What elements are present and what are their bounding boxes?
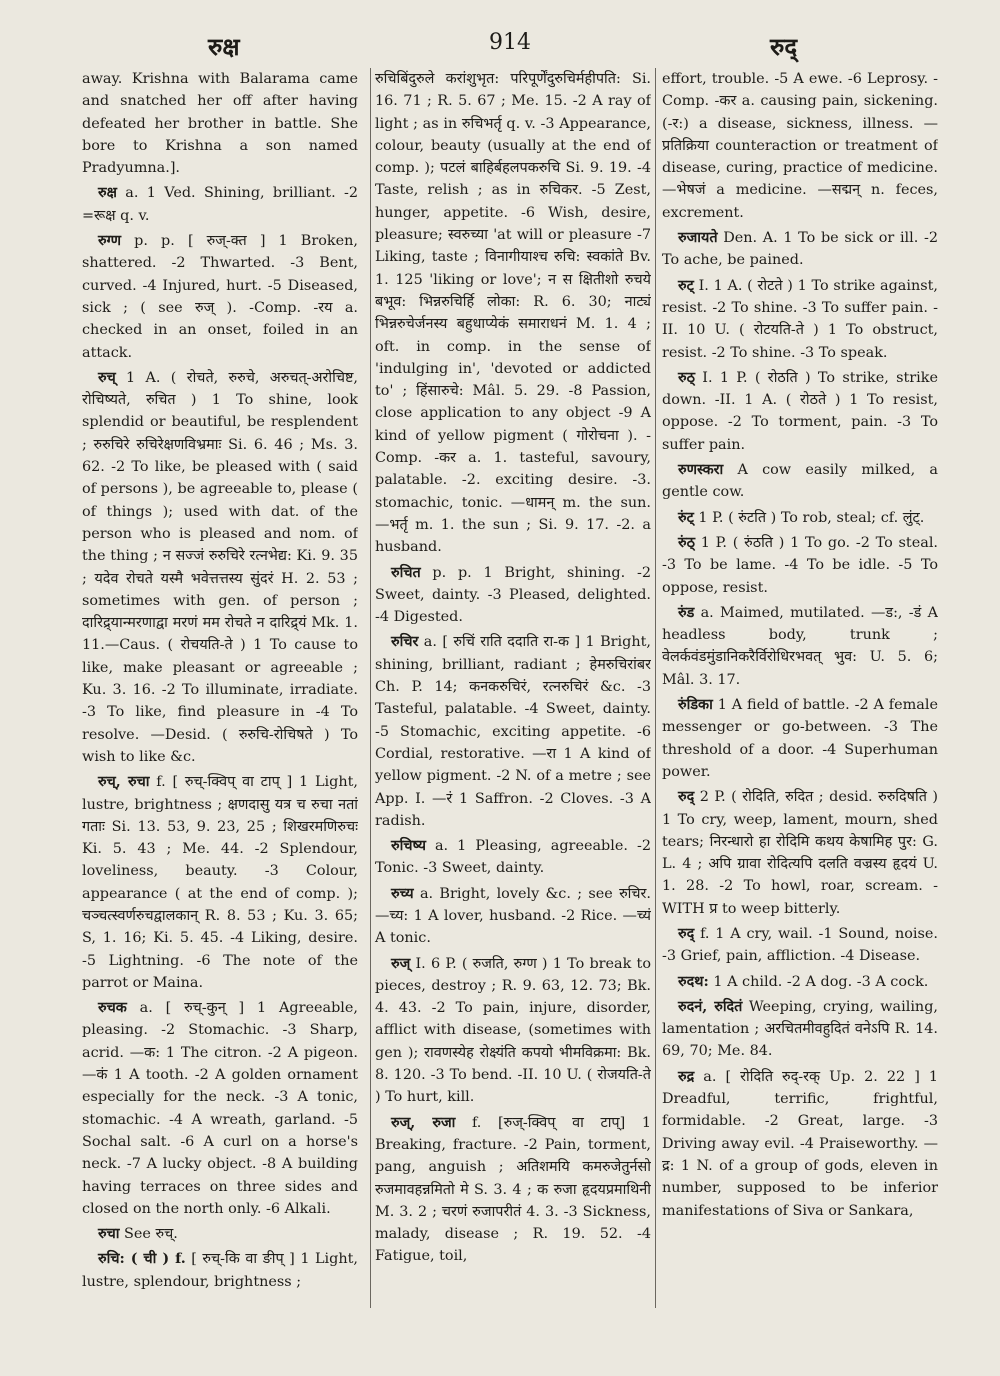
dictionary-entry bbox=[662, 532, 938, 599]
dictionary-entry bbox=[662, 275, 938, 364]
dictionary-entry bbox=[82, 771, 358, 994]
left-guide-word: रुक्ष bbox=[208, 32, 240, 61]
entry-text: a. Bright, lovely &c. ; see रुचिर. —च्य: 1 A lover, husband. -2 Rice. —च्यं A tonic. bbox=[375, 885, 651, 947]
dictionary-entry bbox=[375, 562, 651, 629]
entry-text: 1 P. ( रुंठति ) 1 To go. -2 To steal. -3 To be lame. -4 To be idle. -5 To oppose, resist. bbox=[662, 534, 938, 596]
dictionary-entry bbox=[82, 1223, 358, 1245]
dictionary-entry bbox=[375, 68, 651, 559]
entry-text: 1 A child. -2 A dog. -3 A cock. bbox=[708, 973, 929, 990]
entry-text: 1 P. ( रुंटति ) To rob, steal; cf. लुंट्. bbox=[693, 509, 925, 526]
dictionary-entry bbox=[82, 367, 358, 768]
entry-text: f. 1 A cry, wail. -1 Sound, noise. -3 Grief, pain, affliction. -4 Disease. bbox=[662, 925, 938, 965]
dictionary-entry bbox=[82, 997, 358, 1220]
entry-headword: रुच्य bbox=[391, 884, 414, 902]
entry-text: p. p. [ रुज्-क्त ] 1 Broken, shattered. -2 Thwarted. -3 Bent, curved. -4 Injured, hurt. -5 Diseased, sick ; ( see रुज् ). -Comp. -रय a. checked in an onset, foiled in an attack. bbox=[82, 233, 358, 361]
page-number: 914 bbox=[489, 30, 531, 55]
dictionary-entry bbox=[662, 694, 938, 783]
entry-text: 1 A. ( रोचते, रुरुचे, अरुचत्-अरोचिष्ट, रोचिष्यते, रुचित ) 1 To shine, look splendid or beautiful, be resplendent ; रुरुचिरे रुचिरेक्षणविभ्रमाः Si. 6. 46 ; Ms. 3. 62. -2 To like, be pleased with ( said of persons ), be agreeable to, please ( of things ); used with dat. of the person who is pleased and nom. of the thing ; न सज्जं रुरुचिरे रत्नभेद्य: Ki. 9. 35 ; यदेव रोचते यस्मै भवेत्तत्तस्य सुंदरं H. 2. 53 ; sometimes with gen. of person ; दारिद्र्यान्मरणाद्वा मरणं मम रोचते न दारिद्र्यं Mk. 1. 11.—Caus. ( रोचयति-ते ) 1 To cause to like, make pleasant or agreeable ; Ku. 3. 16. -2 To illuminate, irradiate. -3 To like, find pleasure in -4 To resolve. —Desid. ( रुरुचि-रोचिषते ) To wish to like &c. bbox=[82, 369, 358, 765]
column-middle bbox=[370, 68, 651, 1308]
entry-text: a. 1 Pleasing, agreeable. -2 Tonic. -3 Sweet, dainty. bbox=[375, 838, 651, 877]
entry-headword: रुक्ष bbox=[98, 184, 117, 202]
right-guide-word: रुद् bbox=[770, 32, 798, 61]
dictionary-entry bbox=[662, 507, 938, 529]
entry-text: a. [ रुचिं राति ददाति रा-क ] 1 Bright, shining, brilliant, radiant ; हेमरुचिरांबर Ch. P. 14; कनकरुचिरं, रत्नरुचिरं &c. -3 Tasteful, palatable. -4 Sweet, dainty. -5 Stomachic, exciting appetite. -6 Cordial, restorative. —रा 1 A kind of yellow pigment. -2 N. of a metre ; see App. I. —रं 1 Saffron. -2 Cloves. -3 A radish. bbox=[375, 634, 651, 829]
entry-headword: रुचा bbox=[98, 1225, 120, 1243]
dictionary-entry bbox=[375, 953, 651, 1109]
entry-headword: रुचि: ( ची ) f. bbox=[98, 1250, 186, 1268]
entry-text: effort, trouble. -5 A ewe. -6 Leprosy. -Comp. -कर a. causing pain, sickening. (-र:) a disease, sickness, illness. —प्रतिक्रिया counteraction or treatment of disease, curing, practice of medicine. —भेषजं a medicine. —सद्मन् n. feces, excrement. bbox=[662, 71, 938, 221]
entry-headword: रुचित bbox=[391, 563, 421, 581]
dictionary-entry bbox=[662, 227, 938, 272]
dictionary-entry bbox=[662, 602, 938, 691]
entry-headword: रुंठ् bbox=[678, 533, 695, 551]
page-header bbox=[70, 30, 950, 66]
entry-text: रुचिबिंदुरुले करांशुभृत: परिपूर्णेंदुरुचिर्महीपति: Si. 16. 71 ; R. 5. 67 ; Me. 15. -2 A ray of light ; as in रुचिभर्तृ q. v. -3 Appearance, colour, beauty (usually at the end of comp. ); पटलं बाहिर्बहलपकरुचि Si. 9. 19. -4 Taste, relish ; as in रुचिकर. -5 Zest, hunger, appetite. -6 Wish, desire, pleasure; स्वरुच्या 'at will or pleasure -7 Liking, taste ; विनागीयाश्च रुचि: स्वकांते Bv. 1. 125 'liking or love'; न स क्षितीशो रुचये बभूव: भिन्नरुचिर्हि लोका: R. 6. 30; नाट्यं भिन्नरुचेर्जनस्य बहुधाप्येकं समाराधनं M. 1. 4 ; oft. in comp. in the sense of 'indulging in', 'devoted or addicted to' ; हिंसारुचे: Mâl. 5. 29. -8 Passion, close application to any object -9 A kind of yellow pigment ( गोरोचना ). -Comp. -कर a. 1. tasteful, savoury, palatable. -2. exciting desire. -3. stomachic, tonic. —धामन् m. the sun. —भर्तृ m. 1. the sun ; Si. 9. 17. -2. a husband. bbox=[375, 71, 651, 556]
entry-headword: रुट् bbox=[678, 276, 694, 294]
entry-headword: रुंट् bbox=[678, 508, 694, 526]
entry-text: 2 P. ( रोदिति, रुदित ; desid. रुरुदिषति ) 1 To cry, weep, lament, mourn, shed tears; निरन्धारो हा रोदिमि कथय केषामिह पुर: G. L. 4 ; अपि ग्रावा रोदित्यपि दलति वज्रस्य हृदयं U. 1. 28. -2 To howl, roar, scream. -WITH प्र to weep bitterly. bbox=[662, 789, 938, 917]
entry-headword: रुचक bbox=[98, 999, 127, 1017]
dictionary-entry bbox=[662, 367, 938, 456]
entry-text: f. [ रुच्-क्विप् वा टाप् ] 1 Light, lustre, brightness ; क्षणदासु यत्र च रुचा नतां गताः Si. 13. 53, 9. 23, 25 ; शिखरमणिरुचः Ki. 5. 43 ; Me. 44. -2 Splendour, loveliness, beauty. -3 Colour, appearance ( at the end of comp. ); चञ्चत्स्वर्णरुचद्वालकान् R. 8. 53 ; Ku. 3. 65; S, 1. 16; Ki. 5. 45. -4 Liking, desire. -5 Lightning. -6 The note of the parrot or Maina. bbox=[82, 774, 358, 991]
entry-text: Weeping, crying, wailing, lamentation ; अरचितमीवहुदितं वनेऽपि R. 14. 69, 70; Me. 84. bbox=[662, 998, 938, 1060]
dictionary-entry bbox=[82, 68, 358, 179]
entry-text: I. 1 P. ( रोठति ) To strike, strike down. -II. 1 A. ( रोठते ) 1 To resist, oppose. -2 To torment, pain. -3 To suffer pain. bbox=[662, 369, 938, 453]
column-left bbox=[82, 68, 358, 1308]
dictionary-entry bbox=[662, 996, 938, 1063]
entry-text: [ रुच्-कि वा ङीप् ] 1 Light, lustre, splendour, brightness ; bbox=[82, 1251, 358, 1290]
entry-headword: रुंडिका bbox=[678, 696, 713, 714]
dictionary-entry bbox=[662, 971, 938, 993]
dictionary-entry bbox=[375, 883, 651, 950]
entry-headword: रुद् bbox=[678, 924, 695, 942]
entry-headword: रुजायते bbox=[678, 229, 718, 247]
entry-text: I. 1 A. ( रोटते ) 1 To strike against, resist. -2 To shine. -3 To suffer pain. -II. 10 U. ( रोटयति-ते ) 1 To obstruct, resist. -2 To shine. -3 To speak. bbox=[662, 277, 938, 361]
entry-text: I. 6 P. ( रुजति, रुग्ण ) 1 To break to pieces, destroy ; R. 9. 63, 12. 73; Bk. 4. 43. -2 To pain, injure, disorder, afflict with disease, (sometimes with gen ); रावणस्येह रोक्ष्यंति कपयो भीमविक्रमा: Bk. 8. 120. -3 To bend. -II. 10 U. ( रोजयति-ते ) To hurt, kill. bbox=[375, 955, 651, 1106]
entry-headword: रुठ् bbox=[678, 368, 695, 386]
entry-headword: रुदनं, रुदितं bbox=[678, 997, 743, 1015]
dictionary-entry bbox=[662, 68, 938, 224]
entry-headword: रुचिष्य bbox=[391, 837, 426, 855]
entry-headword: रुचिर bbox=[391, 633, 419, 651]
dictionary-entry bbox=[375, 1112, 651, 1268]
entry-headword: रुंड bbox=[678, 603, 695, 621]
entry-text: f. [रुज्-क्विप् वा टाप्] 1 Breaking, fracture. -2 Pain, torment, pang, anguish ; अतिशमयि कमरुजेतुर्नसो रुजमावहन्नमितो मे S. 3. 4 ; क रुजा हृदयप्रमाथिनी M. 3. 2 ; चरणं रुजापरीतं 4. 3. -3 Sickness, malady, disease ; R. 19. 52. -4 Fatigue, toil, bbox=[375, 1114, 651, 1265]
entry-text: a. [ रुच्-कुन् ] 1 Agreeable, pleasing. -2 Stomachic. -3 Sharp, acrid. —क: 1 The citron. -2 A pigeon. —कं 1 A tooth. -2 A golden ornament especially for the neck. -3 A tonic, stomachic. -4 A wreath, garland. -5 Sochal salt. -6 A curl on a horse's neck. -7 A lucky object. -8 A building having terraces on three sides and closed on the north only. -6 Alkali. bbox=[82, 1000, 358, 1217]
entry-headword: रुज् bbox=[391, 954, 411, 972]
entry-headword: रुद्र bbox=[678, 1067, 695, 1085]
entry-headword: रुद् bbox=[678, 788, 695, 806]
entry-text: a. [ रोदिति रुद्-रक् Up. 2. 22 ] 1 Dreadful, terrific, frightful, formidable. -2 Great, large. -3 Driving away evil. -4 Praiseworthy. —द्र: 1 N. of a group of gods, eleven in number, supposed to be inferior manifestations of Siva or Sankara, bbox=[662, 1068, 938, 1219]
entry-text: See रुच्. bbox=[119, 1226, 178, 1243]
entry-headword: रुच्, रुचा bbox=[98, 773, 150, 791]
entry-headword: रुज्, रुजा bbox=[391, 1113, 456, 1131]
column-right bbox=[655, 68, 938, 1308]
dictionary-entry bbox=[82, 1248, 358, 1293]
entry-headword: रुच् bbox=[98, 368, 116, 386]
entry-text: a. Maimed, mutilated. —ड:, -डं A headless body, trunk ; वेलर्कवंडमुंडानिकरैर्विरोधिरभवत् भुव: U. 5. 6; Mâl. 3. 17. bbox=[662, 604, 938, 688]
entry-text: away. Krishna with Balarama came and snatched her off after having defeated her brother in battle. She bore to Krishna a son named Pradyumna.]. bbox=[82, 71, 358, 177]
entry-text: Den. A. 1 To be sick or ill. -2 To ache, be pained. bbox=[662, 230, 938, 269]
dictionary-entry bbox=[375, 631, 651, 832]
dictionary-entry bbox=[662, 1066, 938, 1222]
entry-text: 1 A field of battle. -2 A female messenger or go-between. -3 The threshold of a door. -4 Superhuman power. bbox=[662, 697, 938, 780]
entry-headword: रुग्ण bbox=[98, 232, 122, 250]
entry-headword: रुदथ: bbox=[678, 972, 709, 990]
entry-text: a. 1 Ved. Shining, brilliant. -2 =रूक्ष q. v. bbox=[82, 185, 358, 224]
dictionary-entry bbox=[82, 182, 358, 227]
dictionary-entry bbox=[82, 230, 358, 364]
dictionary-entry bbox=[375, 835, 651, 880]
entry-headword: रुणस्करा bbox=[678, 461, 724, 479]
entry-text: A cow easily milked, a gentle cow. bbox=[662, 462, 938, 501]
dictionary-entry bbox=[662, 459, 938, 504]
dictionary-entry bbox=[662, 923, 938, 968]
entry-text: p. p. 1 Bright, shining. -2 Sweet, dainty. -3 Pleased, delighted. -4 Digested. bbox=[375, 564, 651, 626]
dictionary-entry bbox=[662, 786, 938, 920]
